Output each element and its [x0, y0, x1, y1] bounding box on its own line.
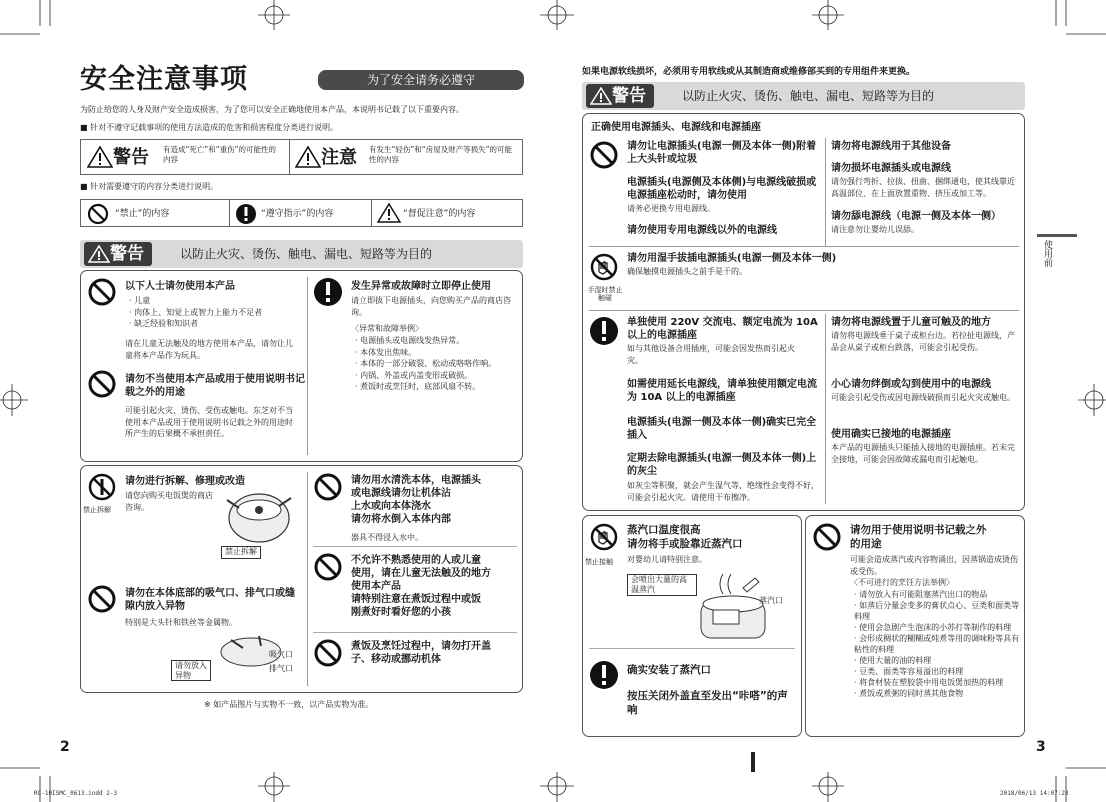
r8: 单独使用 220V 交流电、额定电流为 10A 以上的电源插座	[627, 317, 818, 341]
list-item: · 内锅、外盖或内盖变形或破损。	[355, 370, 473, 380]
warning-tag-label: 警告	[110, 243, 144, 264]
b3-title: 发生异常或故障时立即停止使用	[351, 281, 491, 292]
r7-sub: 确保触摸电源插头之前手是干的。	[627, 267, 747, 276]
b2-title: 请勿不当使用本产品或用于使用说明书记载之外的用途	[125, 374, 305, 398]
must-do-icon	[235, 203, 257, 225]
wet-hand-icon	[589, 252, 619, 282]
r3: 请勿使用专用电源线以外的电源线	[627, 225, 777, 236]
section-desc: 以防止火灾、烫伤、触电、漏电、短路等为目的	[682, 89, 935, 103]
r9: 如需使用延长电源线，请单独使用额定电流为 10A 以上的电源插座	[627, 379, 817, 403]
wet-hand-label: 手湿时禁止触碰	[587, 286, 623, 303]
s4-title-line: 请勿用于使用说明书记载之外	[850, 524, 987, 536]
s1-title-line: 请勿将手或脸靠近蒸汽口	[627, 537, 743, 550]
b1-list	[129, 295, 309, 330]
r12: 请勿将电源线置于儿童可触及的地方	[831, 317, 991, 328]
r14-sub: 本产品的电源插头只能插入接地的电源插座。若未完全接地，可能会因故障或漏电而引起触电。	[831, 443, 1015, 464]
warning-tag	[586, 84, 654, 108]
b8-title-line: 煮饭及烹饪过程中，请勿打开盖	[351, 641, 491, 652]
attention-icon	[377, 203, 401, 223]
intro-classify: ■ 针对不遵守记载事项的使用方法造成的危害和损害程度分类进行说明。	[80, 123, 339, 132]
b3-list	[355, 335, 520, 393]
page-number-right: 3	[1036, 739, 1046, 755]
list-item: · 肉体上、知觉上或智力上能力不足者	[129, 307, 263, 317]
s3: 按压关闭外盖直至发出“咔嗒”的声响	[627, 690, 788, 716]
s2: 确实安装了蒸汽口	[627, 664, 711, 676]
b3-body: 请立即拔下电源插头，向您购买产品的商店咨询。	[351, 296, 511, 317]
footnote: ※ 如产品图片与实物不一致，以产品实物为准。	[204, 700, 374, 709]
section-desc: 以防止火灾、烫伤、触电、漏电、短路等为目的	[180, 247, 433, 261]
r14: 使用确实已接地的电源插座	[831, 429, 951, 440]
b2-body: 可能引起火灾、烫伤、受伤或触电。东芝对不当使用本产品或用于使用说明书记载之外的用途时所产生的后果概不承担责任。	[125, 406, 293, 439]
side-tab-label: 使用前	[1042, 240, 1052, 267]
callout-steam-vent: 蒸汽口	[759, 596, 783, 605]
page-title: 安全注意事项	[80, 64, 248, 95]
r11-sub: 如灰尘等积聚，就会产生湿气等，绝缘性会变得不好，可能会引起火灾。请使用干布擦净。	[627, 481, 819, 502]
callout-foreign-object: 请勿放入异物	[171, 660, 211, 681]
forbid-icon	[313, 552, 343, 582]
list-item: · 豆类、面类等容易溢出的料理	[854, 667, 964, 677]
callout-hot-steam: 会喷出大量的高温蒸汽	[627, 574, 697, 596]
b7-title-line: 不允许不熟悉使用的人或儿童	[351, 555, 481, 566]
r7: 请勿用湿手拔插电源插头(电源一侧及本体一侧)	[627, 253, 837, 264]
s1-title-line: 蒸汽口温度很高	[627, 524, 701, 536]
r6-sub: 请注意勿让婴幼儿误舔。	[831, 225, 919, 234]
list-item: · 本体的一部分破裂、松动或咯咯作响。	[355, 359, 497, 369]
power-box-title: 正确使用电源插头、电源线和电源插座	[591, 122, 761, 133]
b4-title: 请勿进行拆解、修理或改造	[125, 476, 245, 487]
power-box	[582, 113, 1025, 511]
warning-box-2	[80, 465, 523, 693]
forbid-icon	[313, 472, 343, 502]
r2: 电源插头(电源侧及本体侧)与电源线破损或电源插座松动时，请勿使用	[627, 177, 817, 201]
warning-box-1	[80, 270, 523, 462]
warning-triangle-icon	[88, 245, 110, 263]
b8-title-line: 子、移动或挪动机体	[351, 654, 441, 665]
warning-desc: 有造成“死亡”和“重伤”的可能性的内容	[163, 145, 277, 165]
list-item: · 会形成稠状的糊糊或炖煮等用的调味粉等具有粘性的料理	[854, 634, 1020, 655]
r11: 定期去除电源插头(电源一侧及本体一侧)上的灰尘	[627, 453, 817, 477]
s4-list	[854, 589, 1024, 699]
forbid-icon	[87, 369, 117, 399]
b7-title-line: 请特别注意在煮饭过程中或饭	[351, 594, 481, 605]
forbid-icon	[589, 140, 619, 170]
b6-title-line: 请勿用水清洗本体，电源插头	[351, 475, 481, 486]
forbid-icon	[87, 584, 117, 614]
b6-body: 器具不得浸入水中。	[351, 533, 423, 542]
must-do-icon	[589, 660, 619, 690]
forbid-desc: “禁止”的内容	[115, 209, 170, 219]
rice-cooker-illustration	[221, 480, 301, 552]
forbid-icon	[313, 638, 343, 668]
callout-intake: 吸气口	[269, 650, 293, 659]
b6-title	[351, 474, 521, 526]
r8-sub: 如与其他设备合用插座，可能会因发热而引起火灾。	[627, 344, 795, 365]
b7-title-line: 使用本产品	[351, 581, 401, 592]
list-item: · 将食材装在塑胶袋中用电饭煲加热的料理	[854, 678, 1004, 688]
b3-sub: 〈异常和故障举例〉	[351, 324, 423, 333]
s4-sub: 可能会造成蒸汽或内容物涌出，因蒸锅造成烫伤或受伤。	[850, 555, 1018, 576]
s4-list-title: 〈不可进行的烹饪方法举例〉	[850, 578, 954, 587]
warning-label: 警告	[113, 147, 149, 168]
r2-sub: 请务必更换专用电源线。	[627, 204, 715, 213]
b6-title-line: 或电源线请勿让机体沾	[351, 488, 451, 499]
list-item: · 使用会急剧产生泡沫的小苏打等制作的料理	[854, 623, 1012, 633]
list-item: · 本体发出焦味。	[355, 347, 417, 357]
b7-title-line: 使用，请在儿童无法触及的地方	[351, 568, 491, 579]
caution-label: 注意	[321, 147, 357, 168]
forbid-icon	[812, 522, 842, 552]
r5-sub: 请勿强行弯折、拉拔、扭曲、捆绑通电，使其线靠近高温部位、在上面放置重物、挤压或加工等。	[831, 177, 1015, 198]
list-item: · 电源插头或电源线发热异常。	[355, 336, 465, 345]
r6: 请勿舔电源线（电源一侧及本体一侧）	[831, 211, 1001, 222]
r12-sub: 请勿将电源线垂于桌子或柜台边。若拉扯电源线，产品会从桌子或柜台跌落，可能会引起受伤。	[831, 331, 1015, 352]
forbid-icon	[87, 203, 109, 225]
list-item: · 儿童	[129, 296, 151, 305]
forbid-icon	[87, 277, 117, 307]
caution-desc: 有发生“轻伤”和“房屋及财产等损失”的可能性的内容	[369, 145, 513, 165]
title-badge: 为了安全请务必遵守	[318, 70, 524, 90]
b5-body: 特别是大头针和铁丝等金属物。	[125, 618, 237, 627]
warning-triangle-icon	[87, 146, 113, 168]
b8-title	[351, 640, 521, 666]
must-do-icon	[589, 316, 619, 346]
r13: 小心请勿绊倒或勾到使用中的电源线	[831, 379, 991, 390]
b6-title-line: 请勿将水倒入本体内部	[351, 514, 451, 525]
intro-text: 为防止给您的人身及财产安全造成损害，为了您可以安全正确地使用本产品，本说明书记载了以下重要内容。	[80, 105, 464, 114]
r1: 请勿让电源插头(电源一侧及本体一侧)附着上大头针或垃圾	[627, 141, 817, 165]
usage-box	[805, 515, 1025, 737]
list-item: · 请勿放入有可能阻塞蒸汽出口的物品	[854, 590, 988, 599]
no-disassemble-icon	[87, 472, 117, 502]
b1-title: 以下人士请勿使用本产品	[125, 281, 235, 292]
callout-exhaust: 排气口	[269, 664, 293, 673]
print-date: 2018/06/13 14:07:23	[1000, 790, 1069, 797]
side-tab-rule	[1037, 234, 1077, 237]
s1-sub: 对婴幼儿请特别注意。	[627, 555, 707, 564]
s4-title-line: 的用途	[850, 537, 882, 550]
warning-triangle-icon	[590, 87, 612, 105]
b6-title-line: 上水或向本体浇水	[351, 501, 431, 512]
steam-box	[582, 515, 802, 737]
b5-title: 请勿在本体底部的吸气口、排气口或缝隙内放入异物	[125, 588, 295, 612]
page-number-left: 2	[60, 739, 70, 755]
print-file: RC-10ISMC_0613.indd 2-3	[34, 790, 118, 797]
caution-triangle-icon	[295, 146, 321, 168]
s1-title	[627, 524, 797, 551]
warning-tag	[84, 242, 152, 266]
r5: 请勿损坏电源插头或电源线	[831, 163, 951, 174]
warning-tag-label: 警告	[612, 85, 646, 106]
list-item: · 缺乏经验和知识者	[129, 319, 199, 329]
no-touch-icon	[589, 522, 619, 552]
b7-title	[351, 554, 521, 619]
s4-title	[850, 524, 1022, 551]
list-item: · 如蒸后分量会变多的膏状点心、豆类和面类等料理	[854, 601, 1020, 622]
no-disassemble-label: 禁止拆解	[83, 506, 111, 514]
warning-section-bar-right	[582, 82, 1025, 110]
must-do-desc: “遵守指示”的内容	[261, 209, 334, 219]
severity-legend	[80, 139, 523, 175]
b4-body: 请您向购买电饭煲的商店咨询。	[125, 491, 213, 512]
must-do-icon	[313, 277, 343, 307]
r13-sub: 可能会引起受伤或因电源线破损而引起火灾或触电。	[831, 393, 1015, 402]
callout-no-disassemble: 禁止拆解	[221, 546, 261, 559]
b1-note: 请在儿童无法触及的地方使用本产品，请勿让儿童将本产品作为玩具。	[125, 339, 293, 360]
symbol-legend	[80, 199, 523, 227]
no-touch-label: 禁止接触	[585, 558, 613, 566]
attention-desc: “督促注意”的内容	[403, 209, 476, 219]
r4: 请勿将电源线用于其他设备	[831, 141, 951, 152]
b7-title-line: 刚煮好时看好您的小孩	[351, 607, 451, 618]
cord-note: 如果电源软线损坏，必须用专用软线或从其制造商或维修部买到的专用组件来更换。	[582, 67, 916, 77]
list-item: · 使用大量的油的料理	[854, 656, 932, 666]
list-item: · 煮饭时或烹饪时，底部风扇不转。	[355, 382, 481, 392]
warning-section-bar	[80, 240, 523, 268]
r10: 电源插头(电源一侧及本体一侧)确实已完全插入	[627, 417, 817, 441]
list-item: · 煮饭或煮粥的同时蒸其他食物	[854, 689, 964, 699]
intro-symbols: ■ 针对需要遵守的内容分类进行说明。	[80, 182, 219, 191]
